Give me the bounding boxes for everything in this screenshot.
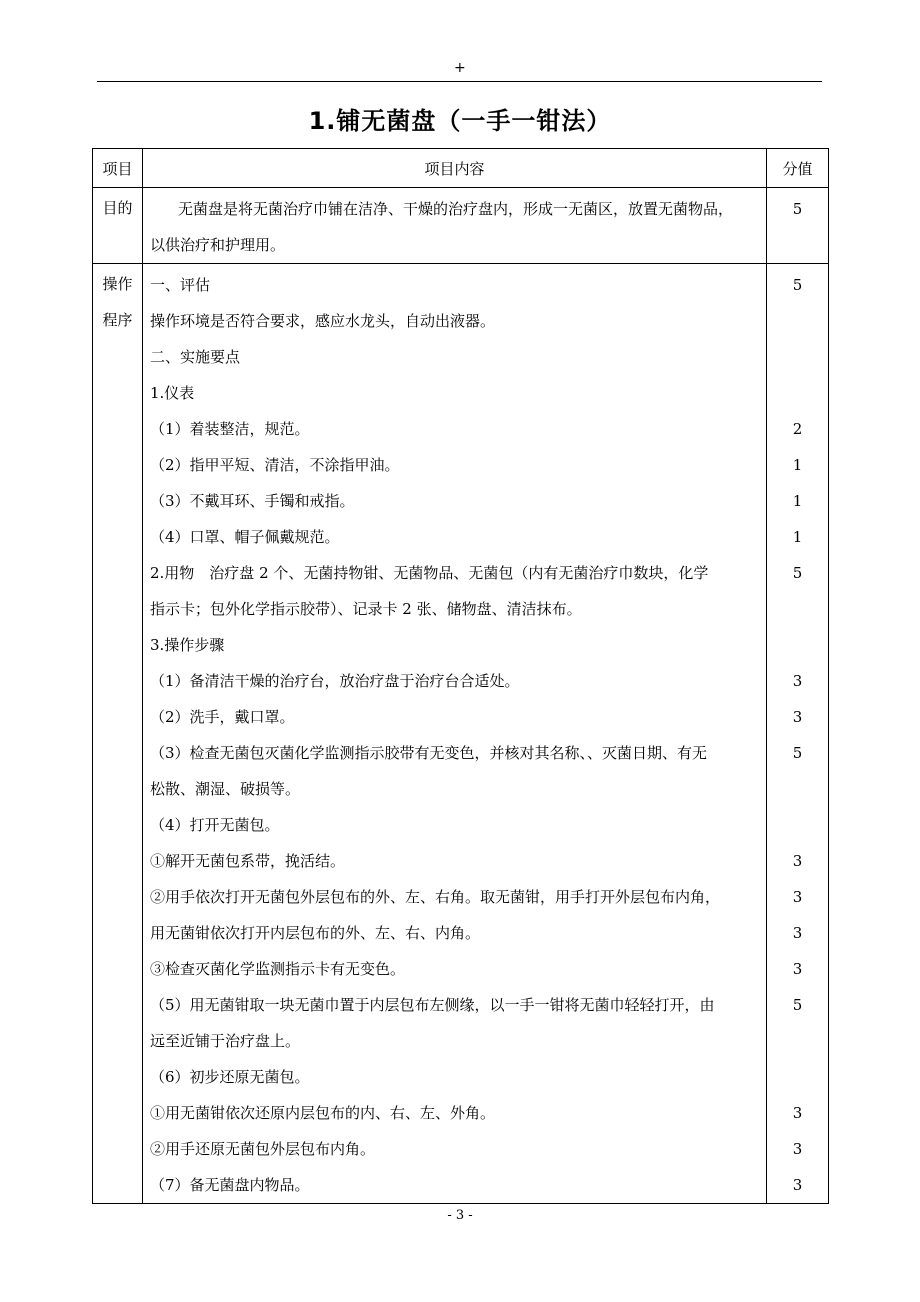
- header-item: 项目: [93, 149, 143, 188]
- procedure-line: 操作环境是否符合要求，感应水龙头，自动出液器。: [150, 312, 496, 330]
- procedure-line: 二、实施要点: [150, 348, 241, 366]
- procedure-line: （2）洗手，戴口罩。: [150, 708, 295, 726]
- procedure-line-score: 3: [792, 852, 803, 870]
- procedure-row: [93, 264, 829, 1204]
- procedure-line-score: [767, 303, 828, 339]
- purpose-content: [143, 188, 767, 264]
- procedure-line-score: [767, 591, 828, 627]
- procedure-line: （4）口罩、帽子佩戴规范。: [150, 528, 340, 546]
- procedure-line-score: [767, 771, 828, 807]
- procedure-line-score: 1: [792, 492, 803, 510]
- procedure-line-score: 3: [792, 1104, 803, 1122]
- procedure-line: 指示卡；包外化学指示胶带）、记录卡 2 张、储物盘、清洁抹布。: [150, 600, 582, 618]
- procedure-line: ③检查灭菌化学监测指示卡有无变色。: [150, 960, 406, 978]
- table-header-row: [93, 149, 829, 188]
- procedure-line-score: [767, 627, 828, 663]
- procedure-line-score: [767, 375, 828, 411]
- procedure-line: 2.用物 治疗盘 2 个、无菌持物钳、无菌物品、无菌包（内有无菌治疗巾数块，化学: [150, 564, 709, 582]
- procedure-line: （7）备无菌盘内物品。: [150, 1176, 310, 1194]
- procedure-content: [143, 264, 767, 1204]
- purpose-label: [93, 188, 143, 264]
- procedure-label-line: 操作: [102, 275, 133, 293]
- procedure-line: （1）备清洁干燥的治疗台，放治疗盘于治疗台合适处。: [150, 672, 520, 690]
- procedure-line: 3.操作步骤: [150, 636, 225, 654]
- procedure-line: （6）初步还原无菌包。: [150, 1068, 310, 1086]
- procedure-line-score: 5: [792, 744, 803, 762]
- procedure-line-score: 1: [792, 456, 803, 474]
- procedure-line: 一、评估: [150, 276, 211, 294]
- procedure-line: 松散、潮湿、破损等。: [150, 780, 301, 798]
- procedure-line-score: 3: [792, 888, 803, 906]
- procedure-line-score: 2: [792, 420, 803, 438]
- purpose-line: 以供治疗和护理用。: [150, 236, 286, 254]
- procedure-line-score: 3: [792, 1176, 803, 1194]
- purpose-label-text: 目的: [102, 199, 133, 217]
- procedure-line: （5）用无菌钳取一块无菌巾置于内层包布左侧缘，以一手一钳将无菌巾轻轻打开，由: [150, 996, 715, 1014]
- procedure-line-score: [767, 1023, 828, 1059]
- procedure-line: ①用无菌钳依次还原内层包布的内、右、左、外角。: [150, 1104, 496, 1122]
- header-mark: +: [454, 60, 466, 76]
- procedure-line: 1.仪表: [150, 384, 195, 402]
- procedure-label-line: 程序: [102, 311, 133, 329]
- procedure-line-score: 5: [792, 564, 803, 582]
- procedure-line: ①解开无菌包系带，挽活结。: [150, 852, 346, 870]
- procedure-line-score: 3: [792, 708, 803, 726]
- purpose-row: [93, 188, 829, 264]
- header-score: 分值: [767, 149, 829, 188]
- procedure-scores: [767, 264, 829, 1204]
- procedure-line-score: 5: [792, 996, 803, 1014]
- header-rule: [97, 81, 822, 82]
- header-content: 项目内容: [143, 149, 767, 188]
- procedure-line: （4）打开无菌包。: [150, 816, 280, 834]
- purpose-score-value: 5: [792, 200, 803, 218]
- purpose-score: [767, 188, 829, 264]
- procedure-line: 远至近铺于治疗盘上。: [150, 1032, 301, 1050]
- procedure-line: （1）着装整洁，规范。: [150, 420, 310, 438]
- procedure-line-score: 3: [792, 1140, 803, 1158]
- procedure-line-score: [767, 807, 828, 843]
- procedure-line-score: [767, 1059, 828, 1095]
- procedure-line: ②用手依次打开无菌包外层包布的外、左、右角。取无菌钳，用手打开外层包布内角，: [150, 888, 721, 906]
- procedure-label: [93, 264, 143, 1204]
- procedure-line-score: 5: [792, 276, 803, 294]
- procedure-line: （3）不戴耳环、手镯和戒指。: [150, 492, 355, 510]
- procedure-line-score: 3: [792, 924, 803, 942]
- page-title: 1.铺无菌盘（一手一钳法）: [308, 107, 612, 135]
- page-number: - 3 -: [447, 1208, 473, 1223]
- procedure-line-score: 3: [792, 960, 803, 978]
- procedure-line: 用无菌钳依次打开内层包布的外、左、右、内角。: [150, 924, 481, 942]
- purpose-line: 无菌盘是将无菌治疗巾铺在洁净、干燥的治疗盘内，形成一无菌区，放置无菌物品，: [178, 200, 734, 218]
- procedure-table: [92, 148, 829, 1204]
- procedure-line-score: 1: [792, 528, 803, 546]
- procedure-line: （3）检查无菌包灭菌化学监测指示胶带有无变色，并核对其名称、、灭菌日期、有无: [150, 744, 708, 762]
- procedure-line-score: [767, 339, 828, 375]
- procedure-line: ②用手还原无菌包外层包布内角。: [150, 1140, 376, 1158]
- procedure-line: （2）指甲平短、清洁，不涂指甲油。: [150, 456, 400, 474]
- procedure-line-score: 3: [792, 672, 803, 690]
